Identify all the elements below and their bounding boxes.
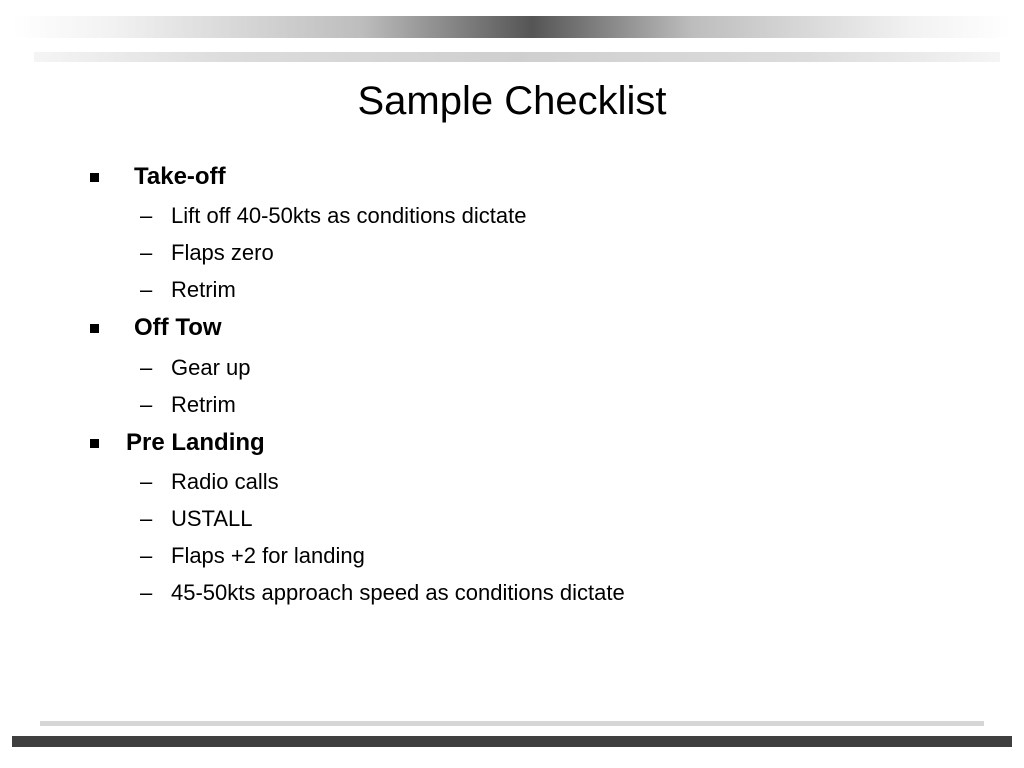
dash-bullet: – <box>140 469 153 494</box>
checklist-item: Radio calls <box>171 469 279 494</box>
checklist-item: Flaps zero <box>171 240 274 265</box>
dash-bullet: – <box>140 203 153 228</box>
dash-bullet: – <box>140 392 153 417</box>
square-bullet-icon <box>88 436 102 450</box>
dash-bullet: – <box>140 543 153 568</box>
square-bullet-icon <box>88 170 102 184</box>
dash-bullet: – <box>140 580 153 605</box>
checklist-item: Retrim <box>171 392 236 417</box>
dash-bullet: – <box>140 355 153 380</box>
dash-bullet: – <box>140 506 153 531</box>
dash-bullet: – <box>140 277 153 302</box>
section-heading-off-tow: Off Tow <box>134 314 222 341</box>
bottom-decorative-bar <box>12 736 1012 747</box>
section-heading-pre-landing: Pre Landing <box>126 429 265 456</box>
checklist-item: Gear up <box>171 355 251 380</box>
slide-title: Sample Checklist <box>357 79 667 123</box>
square-bullet-icon <box>88 321 102 335</box>
checklist-item: 45-50kts approach speed as conditions dictate <box>171 580 625 605</box>
section-heading-take-off: Take-off <box>134 163 226 190</box>
dash-bullet: – <box>140 240 153 265</box>
checklist-item: Retrim <box>171 277 236 302</box>
checklist-item: Flaps +2 for landing <box>171 543 365 568</box>
checklist-item: USTALL <box>171 506 253 531</box>
checklist-item: Lift off 40-50kts as conditions dictate <box>171 203 527 228</box>
bottom-decorative-line <box>40 721 984 726</box>
